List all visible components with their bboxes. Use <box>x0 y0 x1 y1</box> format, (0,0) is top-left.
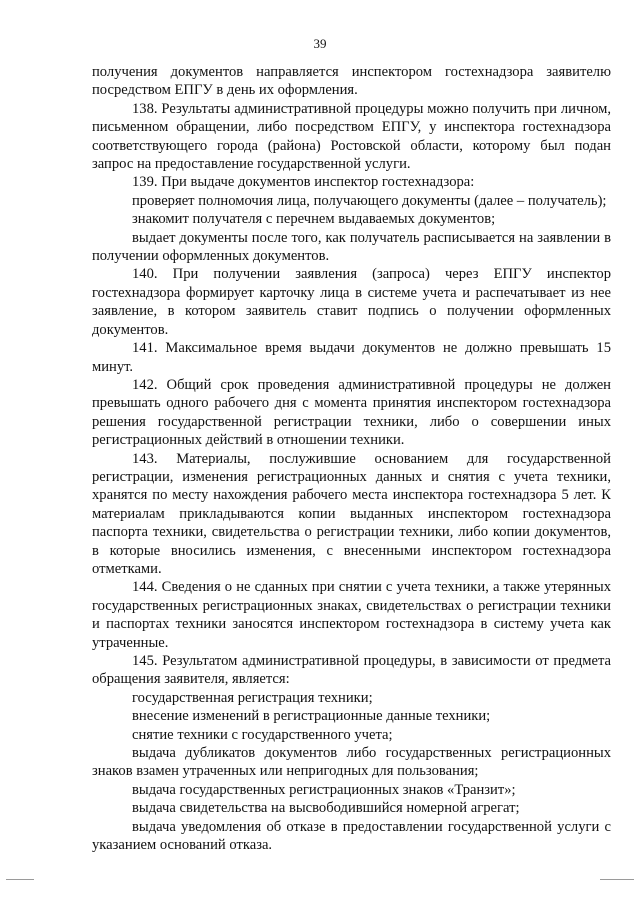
footer-rule-right <box>600 879 634 880</box>
footer-rule-left <box>6 879 34 880</box>
paragraph-145-item-1: государственная регистрация техники; <box>132 689 373 706</box>
paragraph-144: 144. Сведения о не сданных при снятии с учета техники, а также утерянных государственных регистрационных знаках, свидетельствах о регистрации техники и паспортах техники заносятся инспектором гостехнадзора в систему учета как утраченные. <box>92 579 611 651</box>
paragraph-145: 145. Результатом административной процедуры, в зависимости от предмета обращения заявителя, является: <box>92 653 611 688</box>
paragraph-145-item-4: выдача дубликатов документов либо государственных регистрационных знаков взамен утраченных или непригодных для пользования; <box>92 745 611 780</box>
paragraph-142: 142. Общий срок проведения административной процедуры не должен превышать одного рабочего дня с момента принятия инспектором гостехнадзора решения государственной регистрации техники, либо о совершении иных регистрационных действий в отношении техники. <box>92 376 611 449</box>
paragraph-139-item-1: проверяет полномочия лица, получающего документы (далее – получатель); <box>132 192 607 209</box>
paragraph-139: 139. При выдаче документов инспектор гостехнадзора: <box>132 174 475 191</box>
paragraph-145-item-2: внесение изменений в регистрационные данные техники; <box>132 708 491 725</box>
paragraph-continuation: получения документов направляется инспектором гостехнадзора заявителю посредством ЕПГУ в день их оформления. <box>92 64 611 99</box>
paragraph-141: 141. Максимальное время выдачи документов не должно превышать 15 минут. <box>92 340 611 375</box>
paragraph-145-item-7: выдача уведомления об отказе в предоставлении государственной услуги с указанием оснований отказа. <box>92 818 611 854</box>
paragraph-139-item-3: выдает документы после того, как получатель расписывается на заявлении в получении оформленных документов. <box>92 229 611 265</box>
paragraph-143: 143. Материалы, послужившие основанием для государственной регистрации, изменения регистрационных данных и снятия с учета техники, хранятся по месту нахождения рабочего места инспектора гостехнадзора 5 лет. К материалам прикладываются копии выданных инспектором гостехнадзора паспорта техники, свидетельства о регистрации техники, либо копии документов, в которые вносились изменения, с внесенными инспектором гостехнадзора отметками. <box>92 450 611 577</box>
paragraph-139-item-2: знакомит получателя с перечнем выдаваемых документов; <box>132 211 496 228</box>
paragraph-145-item-6: выдача свидетельства на высвободившийся номерной агрегат; <box>132 800 520 817</box>
paragraph-138: 138. Результаты административной процедуры можно получить при личном, письменном обращении, либо посредством ЕПГУ, у инспектора гостехнадзора соответствующего города (района) Ростовской области, которому был подан запрос на предоставление государственной услуги. <box>92 100 611 173</box>
paragraph-145-item-3: снятие техники с государственного учета; <box>132 726 393 743</box>
page-number: 39 <box>313 36 327 51</box>
paragraph-145-item-5: выдача государственных регистрационных знаков «Транзит»; <box>132 781 516 798</box>
document-body <box>92 63 611 854</box>
paragraph-140: 140. При получении заявления (запроса) через ЕПГУ инспектор гостехнадзора формирует карточку лица в системе учета и распечатывает из нее заявление, в котором заявитель ставит подпись о получении оформленных документов. <box>92 266 611 338</box>
